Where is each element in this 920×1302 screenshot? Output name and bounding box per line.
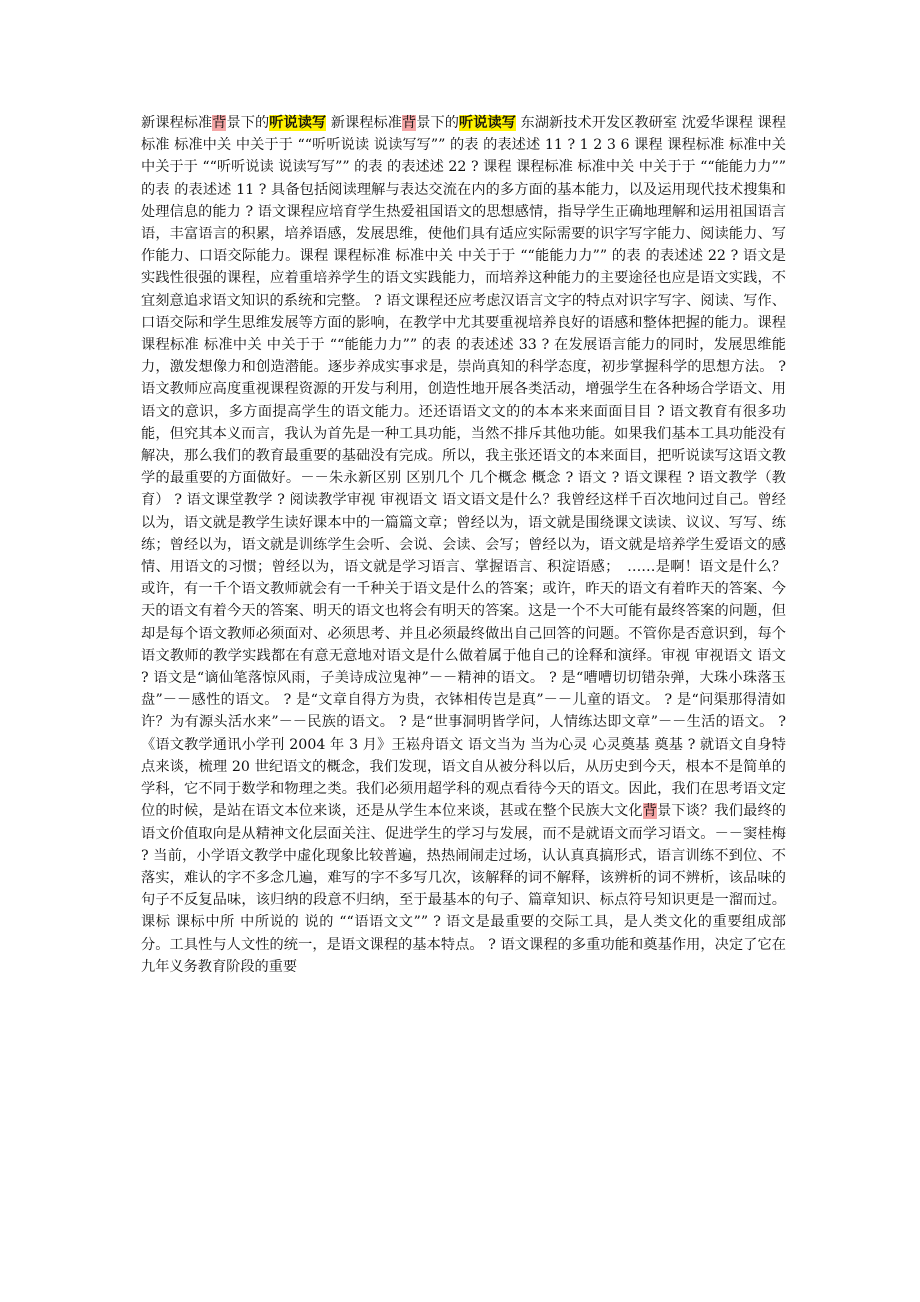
text-segment: 景下的: [226, 115, 270, 131]
text-segment: 东湖新技术开发区教研室 沈爱华课程 课程标准 标准中关 中关于于 ““听听说读 说读写写”” 的表 的表述述 11 ? 1 2 3 6 课程 课程标准 标准中关 中关于于 ““听听说读 说读写写”” 的表 的表述述 22 ? 课程 课程标准 标准中关 中关于于 ““能能力力”” 的表 的表述述 11 ? 具备包括阅读理解与表达交流在内的多方面的基本能力，以及运用现代技术搜集和处理信息的能力 ? 语文课程应培育学生热爱祖国语文的思想感情，指导学生正确地理解和运用祖国语言语，丰富语言的积累，培养语感，发展思维，使他们具有适应实际需要的识字写字能力、阅读能力、写作能力、口语交际能力。课程 课程标准 标准中关 中关于于 ““能能力力”” 的表 的表述述 22 ? 语文是实践性很强的课程，应着重培养学生的语文实践能力，而培养这种能力的主要途径也应是语文实践，不宜刻意追求语文知识的系统和完整。 ? 语文课程还应考虑汉语言文字的特点对识字写字、阅读、写作、口语交际和学生思维发展等方面的影响，在教学中尤其要重视培养良好的语感和整体把握的能力。课程 课程标准 标准中关 中关于于 ““能能力力”” 的表 的表述述 33 ? 在发展语言能力的同时，发展思维能力，激发想像力和创造潜能。逐步养成实事求是，崇尚真知的科学态度，初步掌握科学的思想方法。 ? 语文教师应高度重视课程资源的开发与利用，创造性地开展各类活动，增强学生在各种场合学语文、用语文的意识，多方面提高学生的语文能力。还还语语文文的的本本来来面面目目 ? 语文教育有很多功能，但究其本义而言，我认为首先是一种工具功能，当然不排斥其他功能。如果我们基本工具功能没有解决，那么我们的教育最重要的基础没有完成。所以，我主张还语文的本来面目，把听说读写这语文教学的最重要的方面做好。－－朱永新区别 区别几个 几个概念 概念 ? 语文 ? 语文课程 ? 语文教学（教育） ? 语文课堂教学 ? 阅读教学审视 审视语文 语文语文是什么？我曾经这样千百次地问过自己。曾经以为，语文就是教学生读好课本中的一篇篇文章；曾经以为，语文就是围绕课文读读、议议、写写、练练；曾经以为，语文就是训练学生会听、会说、会读、会写；曾经以为，语文就是培养学生爱语文的感情、用语文的习惯；曾经以为，语文就是学习语言、掌握语言、积淀语感； ……是啊！语文是什么？或许，有一千个语文教师就会有一千种关于语文是什么的答案；或许，昨天的语文有着昨天的答案、今天的语文有着今天的答案、明天的语文也将会有明天的答案。这是一个不大可能有最终答案的问题，但却是每个语文教师必须面对、必须思考、并且必须最终做出自己回答的问题。不管你是否意识到，每个语文教师的教学实践都在有意无意地对语文是什么做着属于他自己的诠释和演绎。审视 审视语文 语文 ? 语文是“谪仙笔落惊风雨，子美诗成泣鬼神”－－精神的语文。 ? 是“嘈嘈切切错杂弹，大珠小珠落玉盘”－－感性的语文。 ? 是“文章自得方为贵，衣钵相传岂是真”－－儿童的语文。 ? 是“问渠那得清如许？为有源头活水来”－－民族的语文。 ? 是“世事洞明皆学问，人情练达即文章”－－生活的语文。 ? 《语文教学通讯小学刊 2004 年 3 月》王崧舟语文 语文当为 当为心灵 心灵奠基 奠基 ? 就语文自身特点来谈，梳理 20 世纪语文的概念，我们发现，语文自从被分科以后，从历史到今天，根本不是简单的学科，它不同于数学和物理之类。我们必须用超学科的观点看待今天的语文。因此，我们在思考语文定位的时候，是站在语文本位来谈，还是从学生本位来谈，甚或在整个民族大文化: [141, 115, 791, 820]
highlighted-term: 背: [642, 803, 658, 820]
document-body-text: [141, 112, 791, 978]
highlighted-term: 背: [401, 115, 417, 131]
text-segment: 景下谈？我们最终的语文价值取向是从精神文化层面关注、促进学生的学习与发展，而不是就语文而学习语文。－－窦桂梅 ? 当前，小学语文教学中虚化现象比较普遍，热热闹闹走过场，认认真真搞形式，语言训练不到位、不落实，难认的字不多念几遍，难写的字不多写几次，该解释的词不解释，该辨析的词不辨析，该品味的句子不反复品味，该归纳的段意不归纳，至于最基本的句子、篇章知识、标点符号知识更是一溜而过。课标 课标中所 中所说的 说的 ““语语文文”” ? 语文是最重要的交际工具，是人类文化的重要组成部分。工具性与人文性的统一，是语文课程的基本特点。 ? 语文课程的多重功能和奠基作用，决定了它在九年义务教育阶段的重要: [141, 803, 791, 975]
highlighted-term: 听说读写: [269, 115, 327, 131]
text-segment: 景下的: [416, 115, 459, 131]
highlighted-term: 听说读写: [458, 115, 516, 131]
highlighted-term: 背: [212, 115, 227, 131]
text-segment: 新课程标准: [326, 115, 402, 131]
text-segment: 新课程标准: [141, 115, 213, 131]
